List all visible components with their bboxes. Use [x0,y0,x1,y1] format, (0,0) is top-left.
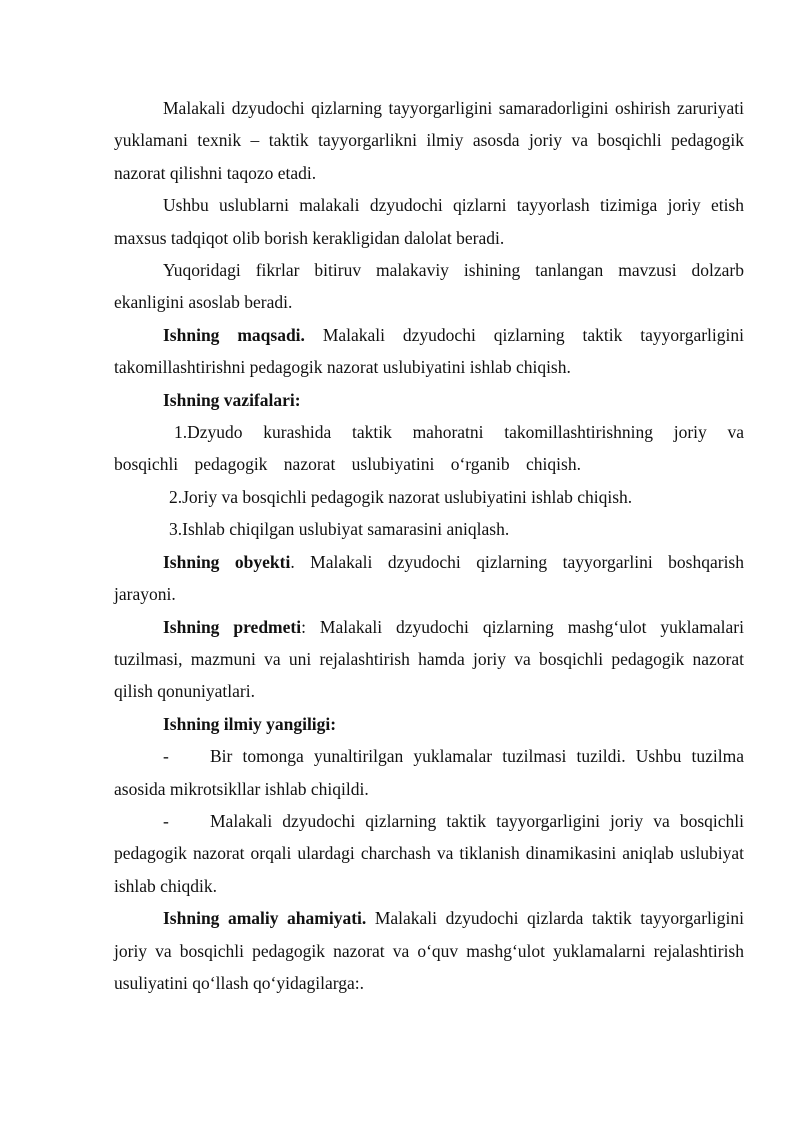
task-item-2 [114,481,744,513]
paragraph-topic-justification [114,254,744,319]
paragraph-text: Malakali dzyudochi qizlarda taktik tayyorgarligini joriy va bosqichli pedagogik nazorat va o‘quv mashg‘ulot yuklamalarni rejalashtirish usuliyatini qo‘llash qo‘yidagilarga:. [114,908,744,993]
task-item-1 [114,416,744,481]
paragraph-text: : Malakali dzyudochi qizlarning mashg‘ulot yuklamalari tuzilmasi, mazmuni va uni rejalashtirish hamda joriy va bosqichli pedagogik nazorat qilish qonuniyatlari. [114,616,744,702]
heading-novelty: Ishning ilmiy yangiligi: [163,713,337,734]
dash-bullet: - [163,810,169,831]
task-text: 2.Joriy va bosqichli pedagogik nazorat uslubiyatini ishlab chiqish. [169,486,633,507]
paragraph-text: Ushbu uslublarni malakali dzyudochi qizlarni tayyorlash tizimiga joriy etish maxsus tadqiqot olib borish kerakligidan dalolat beradi. [114,195,744,248]
paragraph-goal [114,319,744,384]
paragraph-novelty-heading [114,708,744,740]
novelty-item-1 [114,740,744,805]
novelty-text: Bir tomonga yunaltirilgan yuklamalar tuzilmasi tuzildi. Ushbu tuzilma asosida mikrotsikllar ishlab chiqildi. [114,746,744,799]
paragraph-tasks-heading [114,384,744,416]
heading-object: Ishning obyekti [163,551,291,572]
document-page [114,92,744,999]
paragraph-object [114,546,744,611]
paragraph-text: Malakali dzyudochi qizlarning taktik tayyorgarligini takomillashtirishni pedagogik nazorat uslubiyatini ishlab chiqish. [114,324,744,378]
heading-practical-value: Ishning amaliy ahamiyati. [163,908,367,929]
paragraph-methods [114,189,744,254]
paragraph-text: Yuqoridagi fikrlar bitiruv malakaviy ishining tanlangan mavzusi dolzarb ekanligini asoslab beradi. [114,260,744,313]
heading-tasks: Ishning vazifalari: [163,389,301,410]
paragraph-practical-value [114,902,744,999]
dash-bullet: - [163,746,169,767]
novelty-text: Malakali dzyudochi qizlarning taktik tayyorgarligini joriy va bosqichli pedagogik nazorat orqali ulardagi charchash va tiklanish dinamikasini aniqlab uslubiyat ishlab chiqdik. [114,810,744,896]
task-item-3 [114,513,744,545]
task-text: 3.Ishlab chiqilgan uslubiyat samarasini aniqlash. [169,519,510,540]
heading-subject: Ishning predmeti [163,616,302,637]
heading-goal: Ishning maqsadi. [163,324,305,345]
novelty-item-2 [114,805,744,902]
task-text: 1.Dzyudo kurashida taktik mahoratni takomillashtirishning joriy va bosqichli pedagogik nazorat uslubiyatini o‘rganib chiqish. [114,422,744,475]
paragraph-text: Malakali dzyudochi qizlarning tayyorgarligini samaradorligini oshirish zaruriyati yuklamani texnik – taktik tayyorgarlikni ilmiy asosda joriy va bosqichli pedagogik nazorat qilishni taqozo etadi. [114,98,744,183]
paragraph-text: . Malakali dzyudochi qizlarning tayyorgarlini boshqarish jarayoni. [114,551,744,605]
paragraph-subject [114,611,744,708]
paragraph-relevance [114,92,744,189]
